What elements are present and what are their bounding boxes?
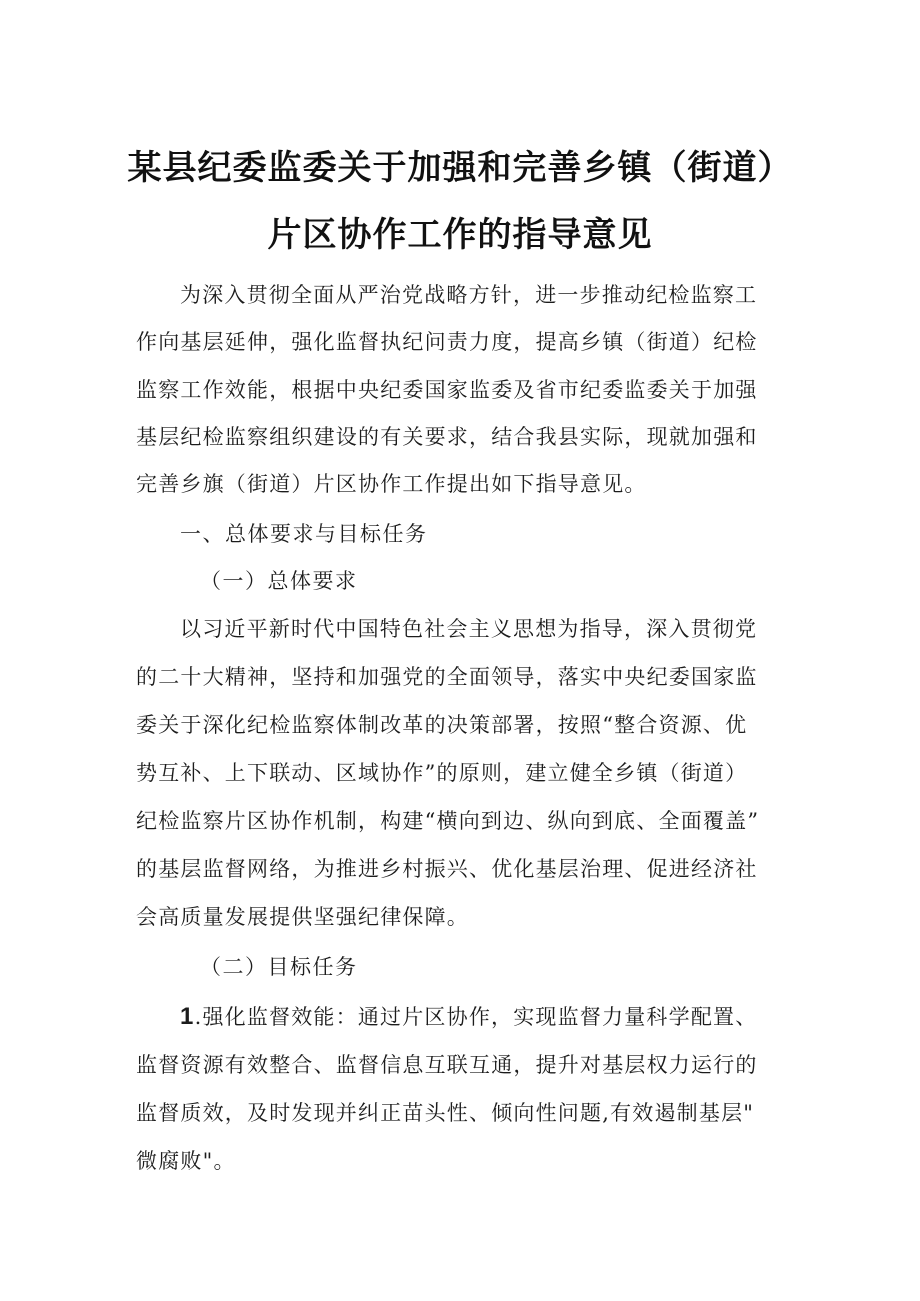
item-1-line-3: 监督质效，及时发现并纠正苗头性、倾向性问题,有效遏制基层": [136, 1101, 755, 1125]
sub1-line-5: 纪检监察片区协作机制，构建“横向到边、纵向到底、全面覆盖”: [136, 809, 760, 833]
item-1-line-4: 微腐败"。: [136, 1149, 236, 1173]
item-1-number: 1: [180, 1003, 195, 1030]
intro-line-1: 为深入贯彻全面从严治党战略方针，进一步推动纪检监察工: [180, 283, 758, 307]
section-heading-1: 一、总体要求与目标任务: [180, 522, 428, 546]
sub1-line-6: 的基层监督网络，为推进乡村振兴、优化基层治理、促进经济社: [136, 857, 758, 881]
item-1-line-2: 监督资源有效整合、监督信息互联互通，提升对基层权力运行的: [136, 1053, 758, 1077]
sub1-line-1: 以习近平新时代中国特色社会主义思想为指导，深入贯彻党: [180, 617, 758, 641]
subsection-heading-1: （一）总体要求: [200, 569, 358, 593]
subsection-heading-2: （二）目标任务: [200, 955, 358, 979]
item-1-line-1: [180, 1003, 757, 1031]
document-title-line-1: 某县纪委监委关于加强和完善乡镇（街道）: [127, 148, 793, 188]
sub1-line-4: 势互补、上下联动、区域协作”的原则，建立健全乡镇（街道）: [136, 761, 748, 785]
sub1-line-7: 会高质量发展提供坚强纪律保障。: [136, 905, 469, 929]
sub1-line-3: 委关于深化纪检监察体制改革的决策部署，按照“整合资源、优: [136, 713, 748, 737]
intro-line-3: 监察工作效能，根据中央纪委国家监委及省市纪委监委关于加强: [136, 378, 758, 402]
item-1-text: .强化监督效能：通过片区协作，实现监督力量科学配置、: [194, 1005, 758, 1029]
intro-line-2: 作向基层延伸，强化监督执纪问责力度，提高乡镇（街道）纪检: [136, 330, 758, 354]
intro-line-5: 完善乡旗（街道）片区协作工作提出如下指导意见。: [136, 472, 647, 496]
sub1-line-2: 的二十大精神，坚持和加强党的全面领导，落实中央纪委国家监: [136, 665, 758, 689]
intro-line-4: 基层纪检监察组织建设的有关要求，结合我县实际，现就加强和: [136, 425, 758, 449]
document-title-line-2: 片区协作工作的指导意见: [267, 215, 653, 255]
